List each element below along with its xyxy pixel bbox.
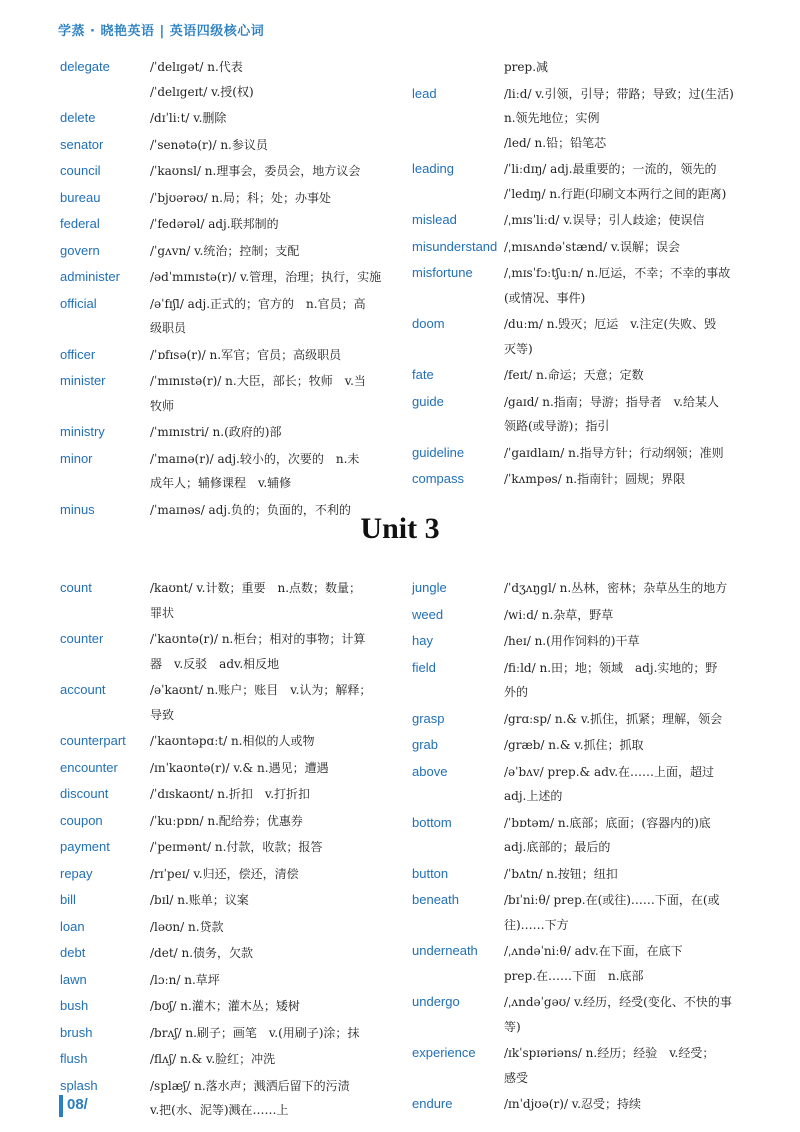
vocab-entry — [412, 1041, 757, 1090]
vocab-definition — [150, 369, 400, 418]
vocab-word: coupon — [60, 812, 103, 828]
definition-line: /heɪ/ n.(用作饲料的)干草 — [504, 634, 640, 648]
definition-line: /ˈbɒtəm/ n.底部；底面；(容器内的)底 — [504, 815, 711, 830]
definition-line: /ˈdelɪgeɪt/ v.授(权) — [150, 84, 254, 99]
vocab-word: field — [412, 659, 436, 675]
vocab-entry — [412, 760, 757, 809]
vocab-entry — [412, 82, 757, 156]
vocab-definition — [504, 656, 757, 705]
definition-line: /ˌmɪsˈfɔːtʃuːn/ n.厄运，不幸；不幸的事故 — [504, 266, 731, 280]
definition-line: /bʊʃ/ n.灌木；灌木丛；矮树 — [150, 999, 300, 1013]
vocab-word: flush — [60, 1051, 88, 1066]
definition-line: 领路(或导游)；指引 — [504, 419, 610, 433]
vocab-entry — [412, 390, 757, 439]
definition-line: /ˈmɪnɪstə(r)/ n.大臣，部长；牧师 v.当 — [150, 374, 366, 388]
vocab-word: count — [60, 580, 92, 595]
vocab-entry — [412, 261, 757, 310]
vocab-entry — [60, 343, 400, 368]
vocab-word: lead — [412, 85, 437, 101]
vocab-entry — [412, 656, 757, 705]
vocab-entry — [60, 1047, 400, 1072]
definition-line: /ədˈmɪnɪstə(r)/ v.管理，治理；执行，实施 — [150, 270, 382, 284]
vocab-word: council — [60, 163, 101, 178]
definition-line: /ˌmɪsˈliːd/ v.误导；引人歧途；使误信 — [504, 213, 705, 227]
vocab-word: delete — [60, 110, 96, 125]
definition-line: n.领先地位；实例 — [504, 111, 600, 125]
vocab-word: misfortune — [412, 265, 473, 280]
vocab-word: bill — [60, 892, 76, 907]
vocab-entry — [412, 55, 757, 80]
definition-line: /græb/ n.& v.抓住；抓取 — [504, 738, 644, 752]
vocab-definition — [504, 990, 757, 1039]
vocab-entry — [60, 756, 400, 781]
vocab-word: mislead — [412, 212, 457, 227]
vocab-word: minor — [60, 450, 93, 466]
vocab-definition — [150, 212, 400, 237]
section2-right-column — [412, 576, 757, 1119]
definition-line: /flʌʃ/ n.& v.脸红；冲洗 — [150, 1052, 276, 1066]
vocab-word: minus — [60, 501, 95, 517]
vocab-entry — [60, 627, 400, 676]
vocab-definition — [150, 915, 400, 940]
definition-line: 牧师 — [150, 398, 175, 413]
vocab-definition — [504, 82, 757, 156]
vocab-definition — [504, 862, 757, 887]
definition-line: (或情况、事件) — [504, 290, 586, 305]
vocab-word: loan — [60, 918, 85, 934]
definition-line: /rɪˈpeɪ/ v.归还，偿还，清偿 — [150, 866, 299, 881]
vocab-word: above — [412, 763, 448, 779]
vocab-word: debt — [60, 945, 86, 960]
vocab-definition — [504, 707, 757, 732]
definition-line: /ˈkʌmpəs/ n.指南针；圆规；界限 — [504, 472, 686, 486]
vocab-definition — [150, 159, 400, 184]
vocab-entry — [412, 603, 757, 628]
definition-line: /ˈbʌtn/ n.按钮；纽扣 — [504, 866, 618, 881]
vocab-entry — [60, 1074, 400, 1123]
vocab-entry — [60, 106, 400, 131]
vocab-word: splash — [60, 1077, 98, 1093]
vocab-word: payment — [60, 839, 110, 854]
definition-line: /lɔːn/ n.草坪 — [150, 972, 220, 987]
vocab-entry — [60, 968, 400, 993]
vocab-entry — [60, 292, 400, 341]
definition-line: /duːm/ n.毁灭；厄运 v.注定(失败、毁 — [504, 317, 717, 331]
vocab-entry — [412, 363, 757, 388]
vocab-entry — [60, 729, 400, 754]
vocab-definition — [504, 390, 757, 439]
vocab-word: official — [60, 295, 97, 311]
definition-line: /bɪˈniːθ/ prep.在(或往)……下面，在(或 — [504, 893, 720, 907]
vocab-definition — [504, 811, 757, 860]
page-number: 08/ — [67, 1096, 88, 1113]
definition-line: /feɪt/ n.命运；天意；定数 — [504, 368, 644, 382]
vocab-entry — [60, 159, 400, 184]
vocab-entry — [60, 862, 400, 887]
definition-line: /ˈɒfɪsə(r)/ n.军官；官员；高级职员 — [150, 347, 342, 362]
definition-line: /liːd/ v.引领，引导；带路；导致；过(生活) — [504, 86, 734, 101]
vocab-word: minister — [60, 373, 106, 388]
vocab-definition — [150, 1021, 400, 1046]
vocab-word: underneath — [412, 943, 478, 958]
definition-line: /gaɪd/ n.指南；导游；指导者 v.给某人 — [504, 394, 719, 409]
vocab-entry — [60, 678, 400, 727]
definition-line: /ˈkuːpɒn/ n.配给券；优惠券 — [150, 813, 303, 828]
definition-line: /ˈpeɪmənt/ n.付款，收款；报答 — [150, 840, 323, 854]
vocab-word: bush — [60, 998, 89, 1013]
definition-line: 罪状 — [150, 605, 175, 620]
definition-line: /kaʊnt/ v.计数；重要 n.点数；数量； — [150, 581, 362, 595]
vocab-word: misunderstand — [412, 238, 498, 254]
vocab-definition — [150, 106, 400, 131]
page-header: 学蒸 · 晓艳英语 | 英语四级核心词 — [58, 24, 265, 39]
vocab-definition — [150, 1074, 400, 1123]
definition-line: /ˈgaɪdlaɪn/ n.指导方针；行动纲领；准则 — [504, 445, 724, 460]
vocab-entry — [60, 239, 400, 264]
vocab-word: fate — [412, 367, 434, 382]
definition-line: 往)……下方 — [504, 917, 569, 932]
definition-line: /led/ n.铅；铅笔芯 — [504, 135, 607, 150]
vocab-entry — [412, 707, 757, 732]
vocab-definition — [150, 420, 400, 445]
definition-line: /ˈsenətə(r)/ n.参议员 — [150, 137, 268, 152]
vocab-entry — [412, 208, 757, 233]
definition-line: /ˈkaʊntə(r)/ n.柜台；相对的事物；计算 — [150, 632, 366, 646]
definition-line: /grɑːsp/ n.& v.抓住，抓紧；理解，领会 — [504, 711, 723, 726]
vocab-word: officer — [60, 346, 96, 362]
vocab-definition — [504, 441, 757, 466]
vocab-definition — [504, 733, 757, 758]
definition-line: /ˌʌndəˈgəʊ/ v.经历，经受(变化、不快的事 — [504, 995, 732, 1009]
vocab-definition — [150, 55, 400, 104]
vocab-definition — [150, 835, 400, 860]
vocab-definition — [504, 603, 757, 628]
vocab-word: counterpart — [60, 733, 126, 748]
vocab-word: delegate — [60, 59, 110, 74]
definition-line: /wiːd/ n.杂草，野草 — [504, 607, 614, 622]
definition-line: adj.上述的 — [504, 789, 563, 803]
vocab-entry — [412, 733, 757, 758]
vocab-definition — [504, 888, 757, 937]
definition-line: /ˈmɪnɪstri/ n.(政府的)部 — [150, 425, 282, 439]
vocab-entry — [60, 133, 400, 158]
definition-line: 器 v.反驳 adv.相反地 — [150, 656, 280, 671]
definition-line: /ɪkˈspɪəriəns/ n.经历；经验 v.经受； — [504, 1046, 715, 1060]
vocab-word: jungle — [412, 580, 447, 595]
vocab-definition — [504, 208, 757, 233]
vocab-definition — [504, 363, 757, 388]
definition-line: 外的 — [504, 685, 529, 699]
section1-left-column — [60, 55, 400, 524]
vocab-word: endure — [412, 1096, 453, 1111]
vocab-entry — [412, 467, 757, 492]
section2-left-column — [60, 576, 400, 1125]
vocab-entry — [412, 576, 757, 601]
vocab-definition — [150, 994, 400, 1019]
vocab-word: federal — [60, 216, 100, 231]
definition-line: adj.底部的；最后的 — [504, 840, 611, 854]
definition-line: 感受 — [504, 1070, 529, 1085]
vocab-definition — [504, 261, 757, 310]
definition-line: 等) — [504, 1019, 521, 1034]
definition-line: /ˈbjʊərəʊ/ n.局；科；处；办事处 — [150, 190, 331, 205]
vocab-definition — [504, 157, 757, 206]
definition-line: /əˈfɪʃl/ adj.正式的；官方的 n.官员；高 — [150, 296, 366, 311]
vocab-word: bottom — [412, 814, 452, 830]
vocab-entry — [60, 420, 400, 445]
vocab-entry — [60, 941, 400, 966]
vocab-word: button — [412, 865, 449, 881]
definition-line: /ˈmaɪnəs/ adj.负的；负面的，不利的 — [150, 502, 351, 517]
definition-line: v.把(水、泥等)溅在……上 — [150, 1103, 289, 1117]
vocab-definition — [504, 55, 757, 80]
vocab-definition — [150, 133, 400, 158]
vocab-word: grab — [412, 737, 439, 752]
definition-line: /bɪl/ n.账单；议案 — [150, 893, 249, 907]
vocab-definition — [504, 1041, 757, 1090]
vocab-word: experience — [412, 1045, 476, 1060]
vocab-entry — [60, 186, 400, 211]
definition-line: /brʌʃ/ n.刷子；画笔 v.(用刷子)涂；抹 — [150, 1025, 360, 1040]
definition-line: 成年人；辅修课程 v.辅修 — [150, 476, 292, 490]
vocab-word: compass — [412, 471, 465, 486]
definition-line: /əˈkaʊnt/ n.账户；账目 v.认为；解释； — [150, 683, 372, 697]
vocab-word: encounter — [60, 759, 118, 775]
vocab-entry — [412, 312, 757, 361]
unit-title: Unit 3 — [360, 512, 440, 545]
vocab-definition — [150, 447, 400, 496]
definition-line: /det/ n.债务，欠款 — [150, 946, 254, 960]
definition-line: /ˈgʌvn/ v.统治；控制；支配 — [150, 243, 300, 258]
vocab-definition — [504, 760, 757, 809]
vocab-definition — [504, 629, 757, 654]
definition-line: prep.减 — [504, 60, 549, 74]
definition-line: /dɪˈliːt/ v.删除 — [150, 111, 227, 125]
vocab-entry — [60, 782, 400, 807]
definition-line: /ˈledɪŋ/ n.行距(印刷文本两行之间的距离) — [504, 186, 727, 201]
vocab-definition — [150, 239, 400, 264]
vocab-word: counter — [60, 631, 104, 646]
vocab-entry — [412, 1092, 757, 1117]
definition-line: /ɪnˈdjʊə(r)/ v.忍受；持续 — [504, 1097, 641, 1111]
vocab-entry — [60, 55, 400, 104]
definition-line: /fiːld/ n.田；地；领域 adj.实地的；野 — [504, 660, 718, 675]
vocab-definition — [150, 265, 400, 290]
vocab-word: ministry — [60, 424, 105, 439]
vocab-entry — [412, 990, 757, 1039]
definition-line: /ˌmɪsʌndəˈstænd/ v.误解；误会 — [504, 239, 681, 254]
vocab-word: weed — [412, 606, 444, 622]
vocab-entry — [412, 811, 757, 860]
vocab-entry — [60, 576, 400, 625]
vocab-definition — [504, 576, 757, 601]
vocab-word: discount — [60, 786, 109, 801]
vocab-word: beneath — [412, 892, 459, 907]
vocab-definition — [150, 729, 400, 754]
vocab-entry — [412, 888, 757, 937]
vocab-word: doom — [412, 316, 445, 331]
vocab-definition — [504, 235, 757, 260]
vocab-entry — [60, 888, 400, 913]
definition-line: prep.在……下面 n.底部 — [504, 968, 644, 983]
definition-line: /ˈliːdɪŋ/ adj.最重要的；一流的，领先的 — [504, 162, 717, 176]
vocab-word: brush — [60, 1024, 93, 1040]
vocab-entry — [60, 994, 400, 1019]
vocab-entry — [60, 809, 400, 834]
vocab-entry — [412, 235, 757, 260]
vocab-definition — [150, 343, 400, 368]
definition-line: /ləʊn/ n.贷款 — [150, 919, 224, 934]
vocab-definition — [150, 862, 400, 887]
definition-line: /ˈfedərəl/ adj.联邦制的 — [150, 217, 279, 231]
vocab-entry — [60, 265, 400, 290]
vocab-definition — [150, 809, 400, 834]
definition-line: 级职员 — [150, 321, 187, 335]
vocab-word: guide — [412, 393, 444, 409]
vocab-entry — [60, 835, 400, 860]
vocab-entry — [60, 915, 400, 940]
vocab-definition — [150, 678, 400, 727]
vocab-definition — [504, 312, 757, 361]
vocab-entry — [412, 629, 757, 654]
vocab-entry — [60, 1021, 400, 1046]
vocab-entry — [412, 939, 757, 988]
vocab-word: senator — [60, 136, 104, 152]
vocab-word: govern — [60, 242, 100, 258]
vocab-entry — [412, 441, 757, 466]
vocab-word: hay — [412, 633, 433, 648]
definition-line: /ˌʌndəˈniːθ/ adv.在下面，在底下 — [504, 944, 683, 958]
vocab-definition — [150, 968, 400, 993]
vocab-definition — [504, 467, 757, 492]
vocab-entry — [60, 369, 400, 418]
vocab-word: repay — [60, 865, 93, 881]
definition-line: /ˈdɪskaʊnt/ n.折扣 v.打折扣 — [150, 787, 311, 801]
definition-line: /ˈmaɪnə(r)/ adj.较小的，次要的 n.未 — [150, 451, 360, 466]
vocab-definition — [150, 186, 400, 211]
vocab-word: guideline — [412, 444, 465, 460]
vocab-definition — [504, 939, 757, 988]
vocab-word: grasp — [412, 710, 445, 726]
vocab-definition — [150, 782, 400, 807]
vocab-entry — [412, 157, 757, 206]
vocab-word: bureau — [60, 189, 101, 205]
section1-right-column — [412, 55, 757, 494]
vocab-word: leading — [412, 161, 454, 176]
page-number-bar — [59, 1095, 63, 1117]
vocab-entry — [412, 862, 757, 887]
vocab-entry — [60, 447, 400, 496]
vocab-word: account — [60, 682, 106, 697]
vocab-definition — [504, 1092, 757, 1117]
vocab-definition — [150, 941, 400, 966]
definition-line: /ˈkaʊnsl/ n.理事会，委员会，地方议会 — [150, 164, 361, 178]
vocab-definition — [150, 292, 400, 341]
vocab-word: undergo — [412, 994, 460, 1009]
definition-line: /splæʃ/ n.落水声；溅洒后留下的污渍 — [150, 1078, 350, 1093]
vocab-definition — [150, 1047, 400, 1072]
definition-line: /ˈdʒʌŋgl/ n.丛林，密林；杂草丛生的地方 — [504, 581, 728, 595]
definition-line: /ˈkaʊntəpɑːt/ n.相似的人或物 — [150, 734, 315, 748]
vocab-definition — [150, 756, 400, 781]
definition-line: 灭等) — [504, 341, 533, 356]
vocab-word: administer — [60, 269, 120, 284]
vocab-definition — [150, 627, 400, 676]
vocab-definition — [150, 576, 400, 625]
definition-line: 导致 — [150, 707, 175, 722]
definition-line: /ɪnˈkaʊntə(r)/ v.& n.遇见；遭遇 — [150, 760, 329, 775]
definition-line: /əˈbʌv/ prep.& adv.在……上面，超过 — [504, 764, 715, 779]
vocab-entry — [60, 212, 400, 237]
definition-line: /ˈdelɪgət/ n.代表 — [150, 60, 243, 74]
vocab-definition — [150, 888, 400, 913]
vocab-word: lawn — [60, 971, 87, 987]
